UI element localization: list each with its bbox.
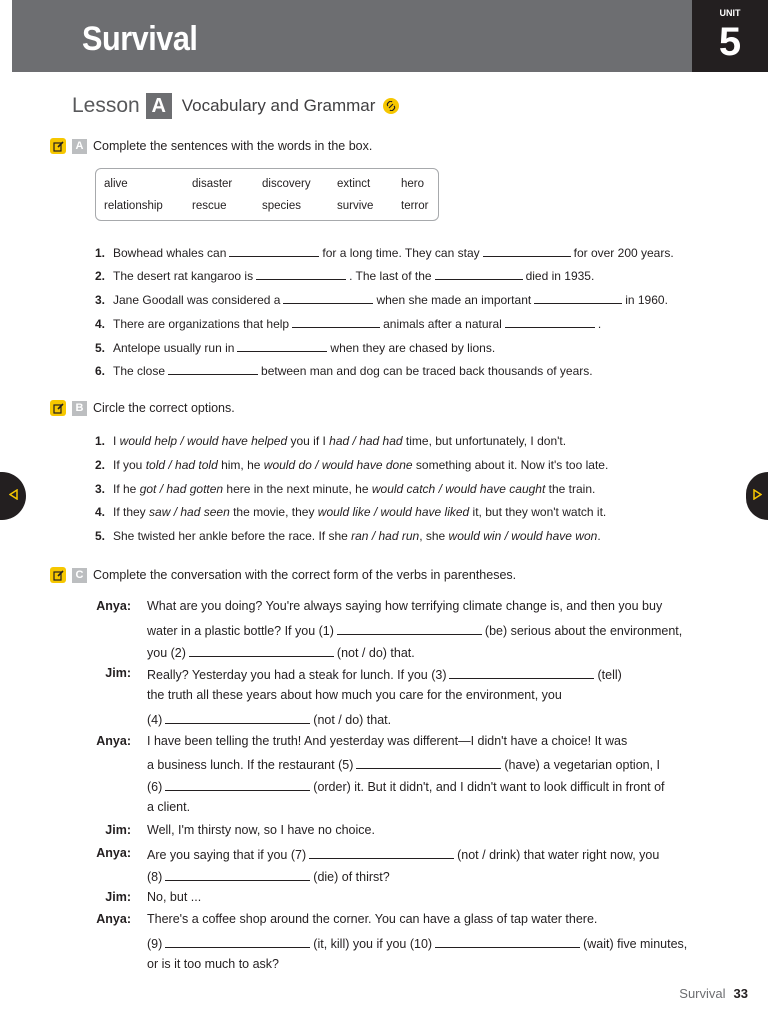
item-text: when she made an important xyxy=(376,293,532,307)
option-pair[interactable]: would do / would have done xyxy=(263,458,413,472)
dialogue-text: a business lunch. If the restaurant (5) xyxy=(147,758,354,772)
section-letter: C xyxy=(72,568,87,583)
option-pair[interactable]: would catch / would have caught xyxy=(371,482,546,496)
answer-blank[interactable] xyxy=(356,756,501,769)
item-number: 1. xyxy=(95,246,106,260)
answer-blank[interactable] xyxy=(165,868,310,881)
dialogue-text: water in a plastic bottle? If you (1) xyxy=(147,624,334,638)
next-page-button[interactable] xyxy=(746,472,768,520)
item-text: animals after a natural xyxy=(383,317,502,331)
dialogue-text: Really? Yesterday you had a steak for lunch. If you (3) xyxy=(147,668,447,682)
edit-icon[interactable] xyxy=(50,567,66,583)
answer-blank[interactable] xyxy=(534,291,622,304)
dialogue-line xyxy=(147,644,415,660)
item-text: If you xyxy=(113,458,146,472)
lesson-word: Lesson xyxy=(72,94,140,117)
dialogue-text: There's a coffee shop around the corner. You can have a glass of tap water there. xyxy=(147,912,598,926)
item-text: Bowhead whales can xyxy=(113,246,227,260)
word-box xyxy=(95,168,439,221)
section-letter: B xyxy=(72,401,87,416)
item-number: 6. xyxy=(95,364,106,378)
dialogue-text: (4) xyxy=(147,713,163,727)
item-text: for a long time. They can stay xyxy=(322,246,480,260)
dialogue-line xyxy=(147,957,279,971)
dialogue-line xyxy=(147,666,622,682)
dialogue-text: Are you saying that if you (7) xyxy=(147,848,307,862)
answer-blank[interactable] xyxy=(505,315,595,328)
word: extinct xyxy=(337,178,371,190)
section-letter: A xyxy=(72,139,87,154)
list-item xyxy=(95,434,566,448)
dialogue-line xyxy=(147,823,375,837)
answer-blank[interactable] xyxy=(165,711,310,724)
dialogue-text: the truth all these years about how much you care for the environment, you xyxy=(147,688,562,702)
dialogue-text: (wait) five minutes, xyxy=(583,937,688,951)
item-text: Antelope usually run in xyxy=(113,341,235,355)
lesson-subtitle: Vocabulary and Grammar xyxy=(181,96,376,115)
unit-title: Survival xyxy=(82,20,198,58)
item-number: 5. xyxy=(95,341,106,355)
list-item xyxy=(95,291,668,307)
list-item xyxy=(95,315,601,331)
option-pair[interactable]: told / had told xyxy=(145,458,218,472)
dialogue-text: (be) serious about the environment, xyxy=(484,624,683,638)
footer-title: Survival xyxy=(679,986,726,1001)
list-item xyxy=(95,505,606,519)
answer-blank[interactable] xyxy=(165,778,310,791)
item-number: 3. xyxy=(95,293,106,307)
answer-blank[interactable] xyxy=(189,644,334,657)
item-text: here in the next minute, he xyxy=(223,482,372,496)
dialogue-text: (8) xyxy=(147,870,163,884)
dialogue-line xyxy=(147,778,665,794)
edit-icon[interactable] xyxy=(50,400,66,416)
unit-number: 5 xyxy=(718,20,742,64)
item-text: when they are chased by lions. xyxy=(330,341,496,355)
item-number: 2. xyxy=(95,458,106,472)
item-text: something about it. Now it's too late. xyxy=(412,458,609,472)
dialogue-text: (9) xyxy=(147,937,163,951)
answer-blank[interactable] xyxy=(292,315,380,328)
item-text: Jane Goodall was considered a xyxy=(113,293,281,307)
dialogue-line xyxy=(147,868,390,884)
section-c-heading xyxy=(50,567,516,583)
item-text: The close xyxy=(113,364,166,378)
answer-blank[interactable] xyxy=(168,362,258,375)
word: hero xyxy=(401,178,425,190)
speaker-name: Jim: xyxy=(105,823,131,837)
dialogue-line xyxy=(147,599,662,613)
word: relationship xyxy=(104,200,163,212)
answer-blank[interactable] xyxy=(435,935,580,948)
dialogue-line xyxy=(147,890,201,904)
word: species xyxy=(262,200,301,212)
answer-blank[interactable] xyxy=(237,339,327,352)
dialogue-text: (it, kill) you if you (10) xyxy=(313,937,433,951)
unit-badge xyxy=(692,0,768,72)
item-text: , she xyxy=(419,529,449,543)
lesson-heading xyxy=(72,91,399,121)
option-pair[interactable]: had / had had xyxy=(329,434,403,448)
dialogue-line xyxy=(147,711,391,727)
dialogue-line xyxy=(147,688,562,702)
lesson-letter: A xyxy=(146,93,172,119)
option-pair[interactable]: got / had gotten xyxy=(139,482,224,496)
unit-label: UNIT xyxy=(719,8,741,18)
item-text: . xyxy=(597,529,601,543)
dialogue-text: (not / do) that. xyxy=(313,713,392,727)
word: alive xyxy=(104,178,128,190)
word: discovery xyxy=(262,178,311,190)
dialogue-line xyxy=(147,912,597,926)
item-text: . xyxy=(597,317,602,331)
triangle-right-icon xyxy=(753,489,762,503)
item-text: you if I xyxy=(287,434,330,448)
dialogue-text: or is it too much to ask? xyxy=(147,957,280,971)
answer-blank[interactable] xyxy=(283,291,373,304)
item-text: between man and dog can be traced back thousands of years. xyxy=(261,364,593,378)
dialogue-text: I have been telling the truth! And yesterday was different—I didn't have a choice! It was xyxy=(147,734,628,748)
dialogue-text: you (2) xyxy=(147,646,186,660)
section-instruction: Complete the sentences with the words in the box. xyxy=(93,139,373,153)
dialogue-line xyxy=(147,756,660,772)
answer-blank[interactable] xyxy=(337,622,482,635)
list-item xyxy=(95,362,593,378)
answer-blank[interactable] xyxy=(165,935,310,948)
item-text: died in 1935. xyxy=(525,269,595,283)
item-text: If he xyxy=(113,482,140,496)
item-text: the train. xyxy=(545,482,596,496)
speaker-name: Anya: xyxy=(96,912,131,926)
item-number: 2. xyxy=(95,269,106,283)
dialogue-text: What are you doing? You're always saying how terrifying climate change is, and then you buy xyxy=(147,599,663,613)
item-text: for over 200 years. xyxy=(573,246,674,260)
speaker-name: Anya: xyxy=(96,734,131,748)
item-text: him, he xyxy=(217,458,264,472)
dialogue-text: (6) xyxy=(147,780,163,794)
item-text: There are organizations that help xyxy=(113,317,290,331)
dialogue-line xyxy=(147,734,627,748)
option-pair[interactable]: saw / had seen xyxy=(149,505,230,519)
word: rescue xyxy=(192,200,227,212)
option-pair[interactable]: would like / would have liked xyxy=(317,505,470,519)
list-item xyxy=(95,339,495,355)
dialogue-line xyxy=(147,622,682,638)
dialogue-text: No, but ... xyxy=(147,890,202,904)
item-text: She twisted her ankle before the race. If she xyxy=(113,529,352,543)
word: survive xyxy=(337,200,374,212)
dialogue-line xyxy=(147,935,687,951)
answer-blank[interactable] xyxy=(256,267,346,280)
section-instruction: Circle the correct options. xyxy=(93,401,235,415)
option-pair[interactable]: would help / would have helped xyxy=(119,434,288,448)
item-number: 4. xyxy=(95,317,106,331)
word: terror xyxy=(401,200,429,212)
dialogue-text: (tell) xyxy=(597,668,622,682)
speaker-name: Jim: xyxy=(105,890,131,904)
speaker-name: Jim: xyxy=(105,666,131,680)
section-a-heading xyxy=(50,138,372,154)
section-b-heading xyxy=(50,400,235,416)
edit-icon[interactable] xyxy=(50,138,66,154)
answer-blank[interactable] xyxy=(449,666,594,679)
item-text: I xyxy=(113,434,120,448)
previous-page-button[interactable] xyxy=(0,472,26,520)
dialogue-text: (order) it. But it didn't, and I didn't want to look difficult in front of xyxy=(313,780,665,794)
dialogue-text: (have) a vegetarian option, I xyxy=(504,758,661,772)
section-instruction: Complete the conversation with the correct form of the verbs in parentheses. xyxy=(93,568,517,582)
item-number: 4. xyxy=(95,505,106,519)
answer-blank[interactable] xyxy=(435,267,523,280)
option-pair[interactable]: would win / would have won xyxy=(448,529,598,543)
item-number: 5. xyxy=(95,529,106,543)
option-pair[interactable]: ran / had run xyxy=(351,529,420,543)
answer-blank[interactable] xyxy=(229,244,319,257)
dialogue-line xyxy=(147,800,190,814)
speaker-name: Anya: xyxy=(96,846,131,860)
speaker-name: Anya: xyxy=(96,599,131,613)
page-number: 33 xyxy=(733,986,748,1001)
dialogue-text: a client. xyxy=(147,800,191,814)
item-text: If they xyxy=(113,505,150,519)
header-bar xyxy=(12,0,692,72)
dialogue-text: (not / drink) that water right now, you xyxy=(457,848,660,862)
item-text: . The last of the xyxy=(349,269,432,283)
item-text: time, but unfortunately, I don't. xyxy=(402,434,567,448)
list-item xyxy=(95,482,595,496)
link-icon[interactable] xyxy=(383,98,399,114)
list-item xyxy=(95,244,674,260)
word: disaster xyxy=(192,178,233,190)
list-item xyxy=(95,458,608,472)
item-text: in 1960. xyxy=(625,293,668,307)
page-footer xyxy=(679,986,748,1001)
item-text: the movie, they xyxy=(229,505,318,519)
item-number: 1. xyxy=(95,434,106,448)
item-text: The desert rat kangaroo is xyxy=(113,269,254,283)
item-number: 3. xyxy=(95,482,106,496)
answer-blank[interactable] xyxy=(483,244,571,257)
item-text: it, but they won't watch it. xyxy=(469,505,607,519)
dialogue-text: (die) of thirst? xyxy=(313,870,390,884)
dialogue-text: Well, I'm thirsty now, so I have no choice. xyxy=(147,823,375,837)
triangle-left-icon xyxy=(9,489,18,503)
list-item xyxy=(95,267,594,283)
list-item xyxy=(95,529,601,543)
answer-blank[interactable] xyxy=(309,846,454,859)
dialogue-line xyxy=(147,846,659,862)
dialogue-text: (not / do) that. xyxy=(336,646,415,660)
